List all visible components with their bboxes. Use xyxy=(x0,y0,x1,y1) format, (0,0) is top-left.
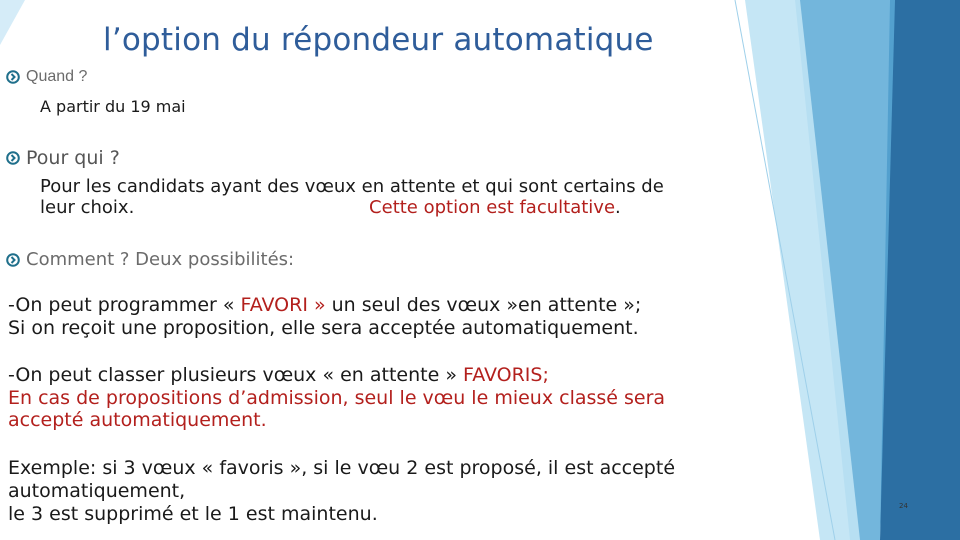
bullet-comment xyxy=(6,249,294,270)
circled-arrow-right-icon xyxy=(6,151,20,165)
pour-qui-line1: Pour les candidats ayant des vœux en attente et qui sont certains de xyxy=(40,176,664,197)
page-number: 24 xyxy=(899,502,908,510)
possibility-2-line3: accepté automatiquement. xyxy=(8,409,267,431)
heading-pour-qui: Pour qui ? xyxy=(26,147,120,169)
heading-quand: Quand ? xyxy=(26,68,88,85)
deco-corner-shape xyxy=(0,0,25,45)
possibility-2-line2: En cas de propositions d’admission, seul le vœu le mieux classé sera xyxy=(8,387,666,409)
optional-note-period: . xyxy=(615,197,621,218)
pour-qui-line2-start: leur choix. xyxy=(40,197,135,218)
heading-comment: Comment ? Deux possibilités: xyxy=(26,249,295,270)
example-line3: le 3 est supprimé et le 1 est maintenu. xyxy=(8,503,378,525)
circled-arrow-right-icon xyxy=(6,253,20,267)
bullet-quand xyxy=(6,68,87,86)
possibility-1-line2: Si on reçoit une proposition, elle sera acceptée automatiquement. xyxy=(8,317,639,339)
bullet-pour-qui xyxy=(6,147,120,169)
slide-title: l’option du répondeur automatique xyxy=(103,22,654,58)
quand-text: A partir du 19 mai xyxy=(40,97,186,116)
possibility-2-line1 xyxy=(8,364,549,386)
p1-favori: FAVORI » xyxy=(240,294,326,316)
example-line1: Exemple: si 3 vœux « favoris », si le vœu 2 est proposé, il est accepté xyxy=(8,457,676,479)
pour-qui-line2 xyxy=(40,197,621,219)
example-line2: automatiquement, xyxy=(8,480,186,502)
circled-arrow-right-icon xyxy=(6,70,20,84)
p1-text-a: -On peut programmer « xyxy=(8,294,241,316)
optional-note: Cette option est facultative xyxy=(369,197,616,218)
p1-text-c: un seul des vœux »en attente »; xyxy=(325,294,642,316)
p2-favoris: FAVORIS; xyxy=(463,364,549,386)
possibility-1-line1 xyxy=(8,294,641,316)
p2-text-a: -On peut classer plusieurs vœux « en attente » xyxy=(8,364,464,386)
